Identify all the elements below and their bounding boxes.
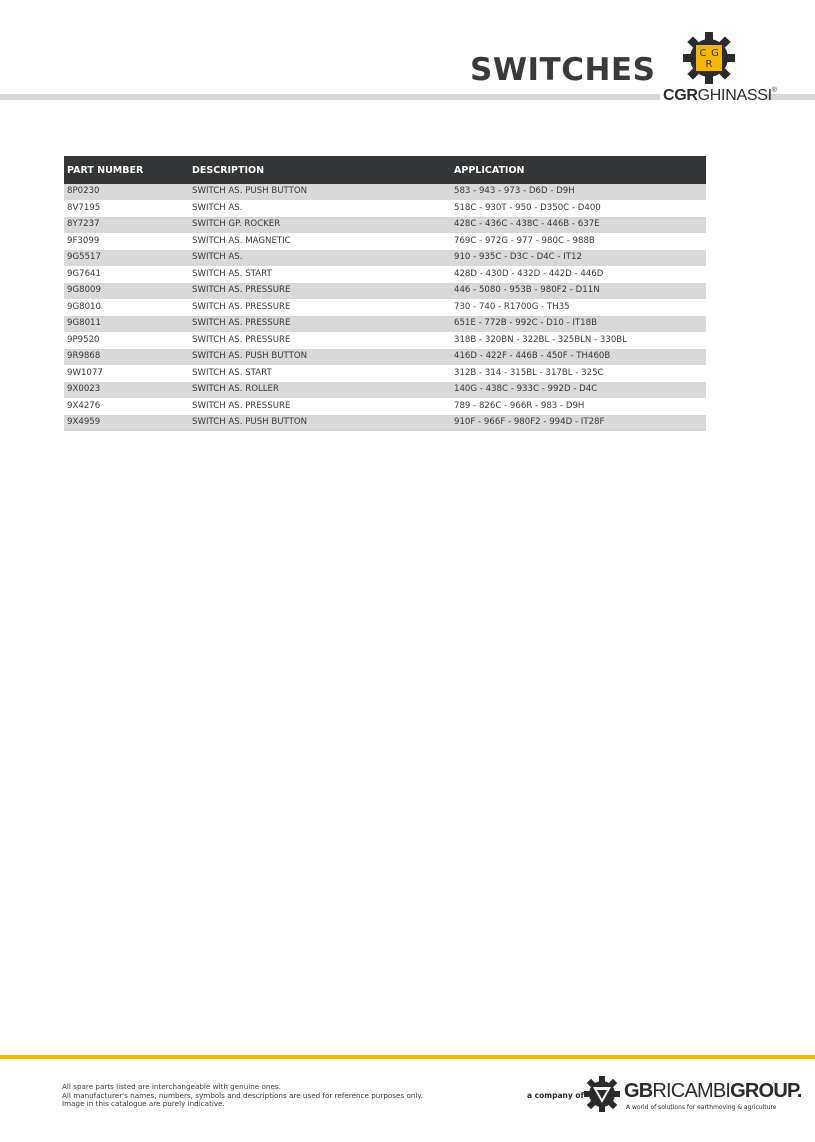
- cell-part-number: 8P0230: [64, 184, 189, 200]
- gb-brand-part2: RICAMBI: [652, 1080, 731, 1102]
- table-row: [64, 283, 706, 300]
- cell-application: 910F - 966F - 980F2 - 994D - IT28F: [451, 415, 706, 432]
- table-row: [64, 233, 706, 250]
- cell-part-number: 9G5517: [64, 250, 189, 267]
- gb-gear-logo-icon: [584, 1076, 620, 1112]
- gb-ricambi-group-brand: [624, 1080, 802, 1103]
- disclaimer-line: Image in this catalogue are purely indicative.: [62, 1099, 225, 1109]
- cell-application: 446 - 5080 - 953B - 980F2 - D11N: [451, 283, 706, 300]
- cgr-ghinassi-logo: [663, 32, 777, 107]
- table-header-row: [64, 156, 706, 184]
- cell-part-number: 9R9868: [64, 349, 189, 366]
- cell-part-number: 9W1077: [64, 365, 189, 382]
- table-row: [64, 316, 706, 333]
- cell-description: SWITCH AS. START: [189, 365, 451, 382]
- cell-description: SWITCH AS. MAGNETIC: [189, 233, 451, 250]
- cell-part-number: 9G8010: [64, 299, 189, 316]
- registered-mark: ®: [771, 87, 777, 94]
- table-row: [64, 200, 706, 217]
- cell-part-number: 9F3099: [64, 233, 189, 250]
- column-header-description: DESCRIPTION: [189, 156, 451, 184]
- cell-description: SWITCH AS. PRESSURE: [189, 283, 451, 300]
- footer-divider: [0, 1055, 815, 1059]
- table-row: [64, 250, 706, 267]
- cell-description: SWITCH AS. START: [189, 266, 451, 283]
- cell-application: 769C - 972G - 977 - 980C - 988B: [451, 233, 706, 250]
- cell-application: 318B - 320BN - 322BL - 325BLN - 330BL: [451, 332, 706, 349]
- brand-name-light: GHINASSI: [697, 87, 772, 104]
- brand-name-bold: CGR: [663, 87, 698, 104]
- disclaimer-line: All spare parts listed are interchangeable with genuine ones.: [62, 1082, 281, 1091]
- table-row: [64, 184, 706, 200]
- badge-letter-c: C: [699, 48, 707, 59]
- table-row: [64, 398, 706, 415]
- cell-description: SWITCH AS. PRESSURE: [189, 316, 451, 333]
- cell-application: 416D - 422F - 446B - 450F - TH460B: [451, 349, 706, 366]
- table-row: [64, 266, 706, 283]
- cell-application: 730 - 740 - R1700G - TH35: [451, 299, 706, 316]
- cell-description: SWITCH AS.: [189, 200, 451, 217]
- cell-application: 910 - 935C - D3C - D4C - IT12: [451, 250, 706, 267]
- footer-disclaimer: [62, 1083, 423, 1109]
- table-row: [64, 332, 706, 349]
- cell-part-number: 9G8009: [64, 283, 189, 300]
- disclaimer-line: All manufacturer's names, numbers, symbols and descriptions are used for reference purposes only.: [62, 1090, 423, 1100]
- table-body: [64, 184, 706, 431]
- cell-application: 789 - 826C - 966R - 983 - D9H: [451, 398, 706, 415]
- table-row: [64, 415, 706, 432]
- gear-logo-icon: [683, 32, 735, 84]
- cell-description: SWITCH AS. ROLLER: [189, 382, 451, 399]
- cell-application: 583 - 943 - 973 - D6D - D9H: [451, 184, 706, 200]
- cell-application: 518C - 930T - 950 - D350C - D400: [451, 200, 706, 217]
- cell-description: SWITCH AS.: [189, 250, 451, 267]
- column-header-part-number: PART NUMBER: [64, 156, 189, 184]
- column-header-application: APPLICATION: [451, 156, 706, 184]
- page-title: SWITCHES: [470, 52, 656, 88]
- cell-part-number: 9X4959: [64, 415, 189, 432]
- cell-part-number: 8V7195: [64, 200, 189, 217]
- cell-application: 312B - 314 - 315BL - 317BL - 325C: [451, 365, 706, 382]
- parts-table: [64, 156, 706, 432]
- cell-description: SWITCH GP. ROCKER: [189, 217, 451, 234]
- header-divider-left: [0, 94, 660, 100]
- cell-application: 140G - 438C - 933C - 992D - D4C: [451, 382, 706, 399]
- cell-part-number: 9X0023: [64, 382, 189, 399]
- cell-part-number: 8Y7237: [64, 217, 189, 234]
- cell-description: SWITCH AS. PUSH BUTTON: [189, 349, 451, 366]
- cell-application: 651E - 772B - 992C - D10 - IT18B: [451, 316, 706, 333]
- gb-tagline: A world of solutions for earthmoving & agriculture: [626, 1104, 777, 1111]
- cell-description: SWITCH AS. PRESSURE: [189, 299, 451, 316]
- cell-part-number: 9G7641: [64, 266, 189, 283]
- table-row: [64, 349, 706, 366]
- badge-letter-g: G: [711, 48, 719, 59]
- table-row: [64, 365, 706, 382]
- cell-part-number: 9G8011: [64, 316, 189, 333]
- cell-part-number: 9X4276: [64, 398, 189, 415]
- cell-description: SWITCH AS. PUSH BUTTON: [189, 184, 451, 200]
- cell-application: 428C - 436C - 438C - 446B - 637E: [451, 217, 706, 234]
- table-row: [64, 299, 706, 316]
- table-row: [64, 382, 706, 399]
- cell-description: SWITCH AS. PRESSURE: [189, 332, 451, 349]
- table-row: [64, 217, 706, 234]
- cell-part-number: 9P9520: [64, 332, 189, 349]
- cell-application: 428D - 430D - 432D - 442D - 446D: [451, 266, 706, 283]
- badge-letter-r: R: [705, 59, 713, 70]
- cell-description: SWITCH AS. PRESSURE: [189, 398, 451, 415]
- brand-name: [663, 87, 777, 105]
- cell-description: SWITCH AS. PUSH BUTTON: [189, 415, 451, 432]
- gb-brand-part1: GB: [624, 1080, 653, 1102]
- gb-brand-part3: GROUP.: [730, 1080, 802, 1102]
- company-of-label: a company of: [527, 1091, 584, 1100]
